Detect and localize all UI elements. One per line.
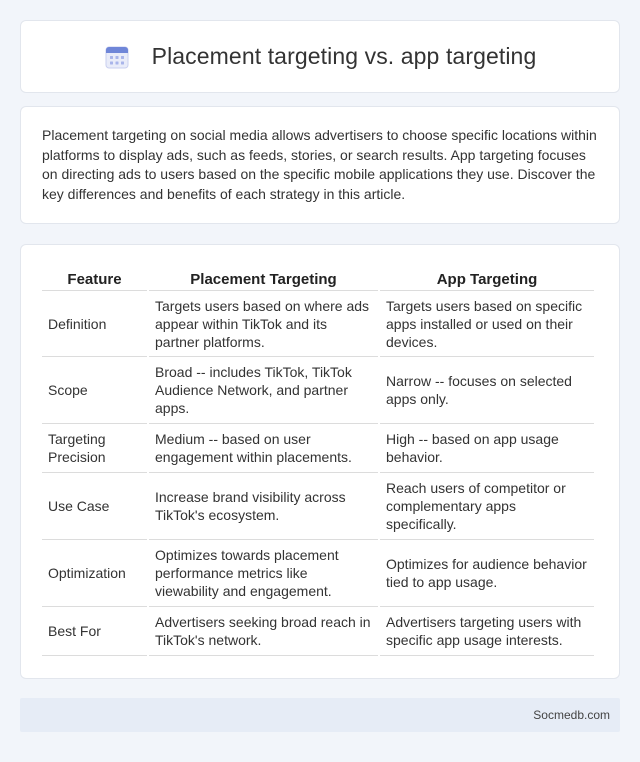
comparison-table-card <box>20 244 620 679</box>
table-cell-app: Optimizes for audience behavior tied to app usage. <box>380 540 594 607</box>
table-cell-placement: Increase brand visibility across TikTok's ecosystem. <box>149 473 378 540</box>
column-header-app: App Targeting <box>380 265 594 291</box>
table-row <box>42 540 594 607</box>
title-card <box>20 20 620 93</box>
table-cell-feature: Definition <box>42 291 147 357</box>
table-cell-feature: Scope <box>42 357 147 424</box>
table-row <box>42 473 594 540</box>
table-cell-feature: Use Case <box>42 473 147 540</box>
table-cell-placement: Targets users based on where ads appear within TikTok and its partner platforms. <box>149 291 378 357</box>
intro-text: Placement targeting on social media allows advertisers to choose specific locations within platforms to display ads, such as feeds, stories, or search results. App targeting focuses on directing ads to users based on the specific mobile applications they use. Discover the key differences and benefits of each strategy in this article. <box>42 127 597 202</box>
footer <box>20 698 620 732</box>
table-cell-app: Narrow -- focuses on selected apps only. <box>380 357 594 424</box>
table-row <box>42 291 594 357</box>
page-title: Placement targeting vs. app targeting <box>151 43 537 69</box>
footer-brand: Socmedb.com <box>533 708 610 722</box>
comparison-table <box>40 265 596 656</box>
table-row <box>42 607 594 656</box>
intro-card <box>20 106 620 224</box>
table-cell-app: Targets users based on specific apps installed or used on their devices. <box>380 291 594 357</box>
table-header-row <box>42 265 594 291</box>
table-cell-feature: Best For <box>42 607 147 656</box>
table-cell-app: Advertisers targeting users with specific app usage interests. <box>380 607 594 656</box>
table-cell-feature: Optimization <box>42 540 147 607</box>
column-header-placement: Placement Targeting <box>149 265 378 291</box>
table-row <box>42 424 594 473</box>
column-header-feature: Feature <box>42 265 147 291</box>
table-row <box>42 357 594 424</box>
table-cell-placement: Broad -- includes TikTok, TikTok Audience Network, and partner apps. <box>149 357 378 424</box>
table-cell-placement: Advertisers seeking broad reach in TikTok's network. <box>149 607 378 656</box>
table-cell-placement: Medium -- based on user engagement within placements. <box>149 424 378 473</box>
table-cell-placement: Optimizes towards placement performance metrics like viewability and engagement. <box>149 540 378 607</box>
calendar-icon <box>104 44 130 70</box>
table-cell-app: Reach users of competitor or complementary apps specifically. <box>380 473 594 540</box>
table-cell-feature: Targeting Precision <box>42 424 147 473</box>
table-cell-app: High -- based on app usage behavior. <box>380 424 594 473</box>
